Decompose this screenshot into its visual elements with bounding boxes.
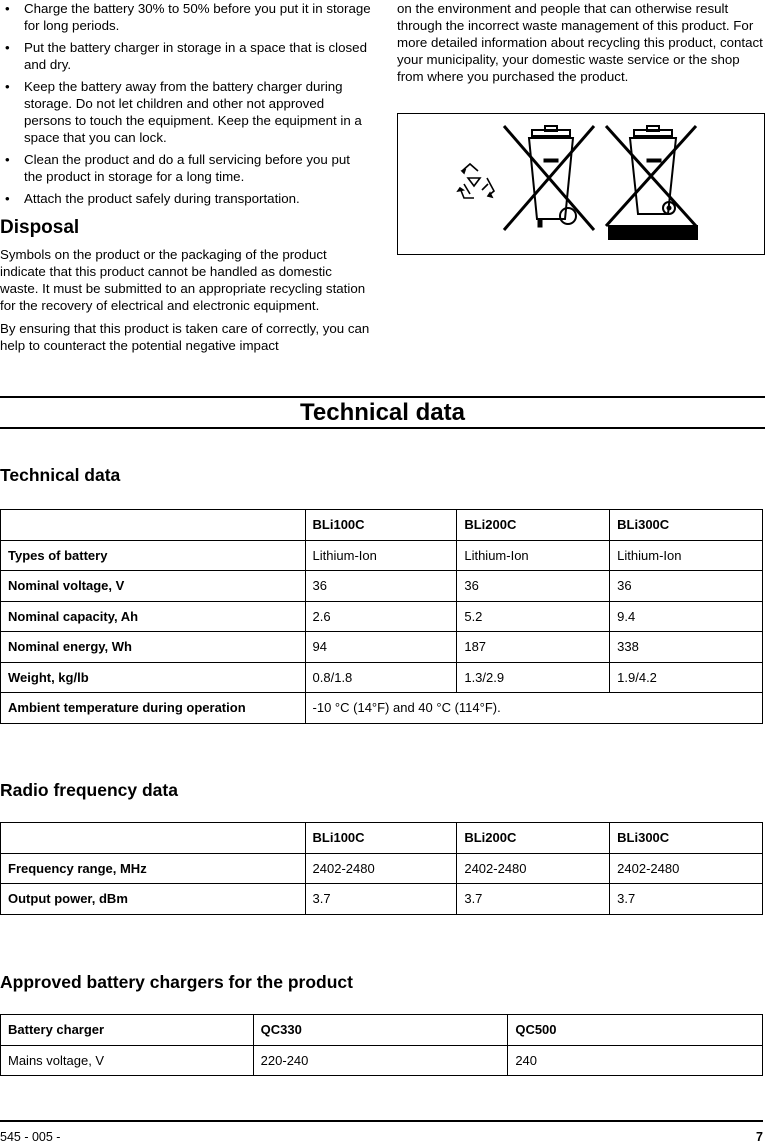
- table-cell: 0.8/1.8: [305, 662, 457, 693]
- table-cell: 338: [610, 632, 763, 663]
- table-cell: Lithium-Ion: [610, 540, 763, 571]
- right-column: [397, 0, 765, 91]
- table-header-cell: QC330: [253, 1015, 508, 1046]
- table-header-cell: BLi200C: [457, 823, 610, 854]
- table-cell: 3.7: [305, 884, 457, 915]
- storage-bullet-list: [0, 0, 372, 207]
- list-item: • Clean the product and do a full servicing before you put the product in storage for a long time.: [0, 151, 372, 185]
- table-cell: Lithium-Ion: [457, 540, 610, 571]
- radio-data-heading: Radio frequency data: [0, 780, 178, 800]
- table-header-row: [1, 823, 763, 854]
- list-item: • Charge the battery 30% to 50% before you put it in storage for long periods.: [0, 0, 372, 34]
- table-header-cell: BLi100C: [305, 510, 457, 541]
- table-row: [1, 884, 763, 915]
- row-label: Ambient temperature during operation: [1, 693, 306, 724]
- table-header-cell: [1, 510, 306, 541]
- table-cell: 36: [457, 571, 610, 602]
- table-cell: -10 °C (14°F) and 40 °C (114°F).: [305, 693, 762, 724]
- table-row: [1, 853, 763, 884]
- table-cell: 1.9/4.2: [610, 662, 763, 693]
- left-column: [0, 0, 372, 360]
- disposal-paragraph: Symbols on the product or the packaging of the product indicate that this product cannot be handled as domestic waste. It must be submitted to an appropriate recycling station for the recovery of electrical and electronic equipment.: [0, 247, 366, 313]
- table-header-cell: [1, 823, 306, 854]
- row-label: Mains voltage, V: [1, 1045, 254, 1076]
- table-row: [1, 1045, 763, 1076]
- table-row: [1, 632, 763, 663]
- table-cell: 187: [457, 632, 610, 663]
- table-cell: 240: [508, 1045, 763, 1076]
- disposal-paragraph-continued: on the environment and people that can otherwise result through the incorrect waste management of this product. For more detailed information about recycling this product, contact your municipality, your domestic waste service or the shop from where you purchased the product.: [397, 1, 763, 84]
- row-label: Types of battery: [1, 540, 306, 571]
- table-header-cell: BLi100C: [305, 823, 457, 854]
- table-header-cell: Battery charger: [1, 1015, 254, 1046]
- technical-data-table: [0, 509, 763, 724]
- disposal-heading: Disposal: [0, 217, 80, 238]
- table-cell: 2.6: [305, 601, 457, 632]
- page-title: Technical data: [300, 399, 465, 426]
- table-header-cell: BLi200C: [457, 510, 610, 541]
- table-cell: 3.7: [457, 884, 610, 915]
- table-row: [1, 601, 763, 632]
- list-item: • Attach the product safely during transportation.: [0, 190, 372, 207]
- main-title-bar: [0, 396, 765, 429]
- disposal-paragraph-start: By ensuring that this product is taken care of correctly, you can help to counteract the potential negative impact: [0, 321, 370, 353]
- recycling-icon: [458, 164, 494, 198]
- row-label: Nominal capacity, Ah: [1, 601, 306, 632]
- document-number: 545 - 005 -: [0, 1130, 61, 1144]
- list-item: • Keep the battery away from the battery charger during storage. Do not let children and other not approved persons to touch the equipment. Keep the equipment in a space that you can lock.: [0, 78, 372, 146]
- table-row: [1, 662, 763, 693]
- list-item: • Put the battery charger in storage in a space that is closed and dry.: [0, 39, 372, 73]
- table-cell: 94: [305, 632, 457, 663]
- row-label: Weight, kg/lb: [1, 662, 306, 693]
- disposal-symbols-box: [397, 113, 765, 255]
- table-cell: 220-240: [253, 1045, 508, 1076]
- table-cell: 2402-2480: [457, 853, 610, 884]
- table-cell: 3.7: [610, 884, 763, 915]
- table-row: [1, 693, 763, 724]
- chargers-table: [0, 1014, 763, 1076]
- crossed-bin-icon: [606, 126, 698, 240]
- technical-data-heading: Technical data: [0, 465, 121, 485]
- table-cell: 36: [610, 571, 763, 602]
- table-header-cell: BLi300C: [610, 823, 763, 854]
- table-row: [1, 540, 763, 571]
- row-label: Output power, dBm: [1, 884, 306, 915]
- table-cell: 5.2: [457, 601, 610, 632]
- table-header-row: [1, 1015, 763, 1046]
- chargers-heading: Approved battery chargers for the product: [0, 972, 353, 992]
- table-cell: 1.3/2.9: [457, 662, 610, 693]
- table-cell: 9.4: [610, 601, 763, 632]
- table-cell: 36: [305, 571, 457, 602]
- table-row: [1, 571, 763, 602]
- table-cell: 2402-2480: [305, 853, 457, 884]
- footer-divider: [0, 1120, 763, 1122]
- table-cell: 2402-2480: [610, 853, 763, 884]
- table-header-cell: QC500: [508, 1015, 763, 1046]
- radio-data-table: [0, 822, 763, 915]
- row-label: Nominal energy, Wh: [1, 632, 306, 663]
- table-header-cell: BLi300C: [610, 510, 763, 541]
- table-cell: Lithium-Ion: [305, 540, 457, 571]
- page-number: 7: [756, 1130, 763, 1144]
- row-label: Frequency range, MHz: [1, 853, 306, 884]
- row-label: Nominal voltage, V: [1, 571, 306, 602]
- table-header-row: [1, 510, 763, 541]
- crossed-bin-icon: [504, 126, 594, 230]
- disposal-symbols: [398, 114, 764, 254]
